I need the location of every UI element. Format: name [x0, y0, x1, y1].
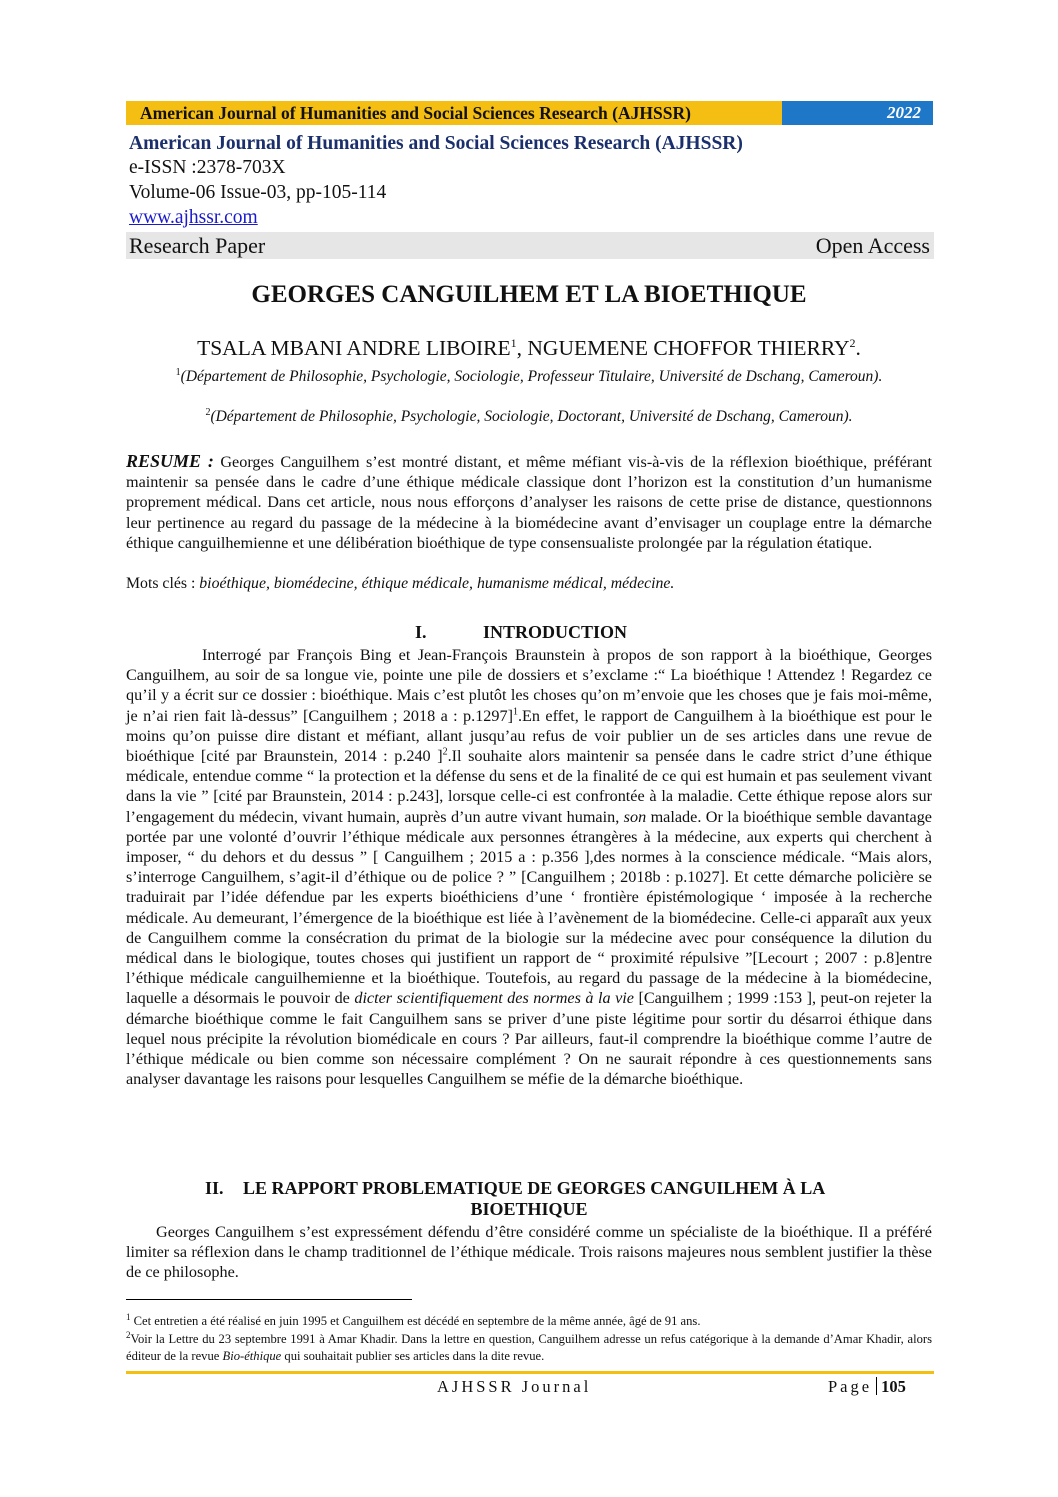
- journal-header-title: American Journal of Humanities and Social Sciences Research (AJHSSR): [126, 101, 782, 125]
- footer-page: [828, 1377, 906, 1397]
- section-2-number: II.: [205, 1178, 224, 1198]
- author-2-affil-ref: 2: [849, 336, 856, 350]
- abstract: [126, 451, 932, 553]
- affiliation-2-text: (Département de Philosophie, Psychologie, Sociologie, Doctorant, Université de Dschang, Cameroun).: [210, 408, 853, 426]
- section-2-body: [126, 1222, 932, 1283]
- volume-info: Volume-06 Issue-03, pp-105-114: [129, 182, 387, 203]
- paper-type: Research Paper: [129, 233, 266, 258]
- section-2-text: Georges Canguilhem s’est expressément défendu d’être considéré comme un spécialiste de la bioéthique. Il a préféré limiter sa réflexion dans le champ traditionnel de l’éthique médicale. Trois raisons majeures nous semblent justifier la thèse de ce philosophe.: [126, 1223, 932, 1282]
- keywords: [126, 575, 674, 593]
- section-1-number: I.: [415, 622, 427, 642]
- section-1-title: INTRODUCTION: [483, 622, 628, 642]
- author-1-affil-ref: 1: [510, 336, 517, 350]
- footnote-2-text-a: Voir la Lettre du 23 septembre 1991 à Amar Khadir. Dans la lettre en question, Canguilhem adresse un refus catégorique à la demande d’Amar Khadir, alors éditeur de la revue: [126, 1332, 932, 1364]
- intro-text-3: .Il souhaite alors maintenir sa pensée dans le cadre strict d’une éthique médicale, entendue comme “ la protection et la défense du sens et de la finalité de ce qui est humain et pas seulement vivant dans la vie ” [cité par Braunstein, 2014 : p.243], lorsque celle-ci est confrontée à la maladie. Cette éthique repose alors sur l’engagement du médecin, vivant humain, auprès d’un autre vivant humain,: [126, 747, 932, 826]
- affiliation-2: [126, 403, 932, 427]
- footnote-ref-2[interactable]: 2: [442, 746, 448, 758]
- footnote-2: [126, 1327, 932, 1365]
- author-line: [0, 336, 1058, 361]
- intro-emphasis-son: son: [623, 807, 647, 826]
- journal-name: American Journal of Humanities and Social Sciences Research (AJHSSR): [129, 133, 743, 154]
- footnote-2-text-b: qui souhaitait publier ses articles dans la dite revue.: [281, 1349, 545, 1364]
- section-2-title-line-1: LE RAPPORT PROBLEMATIQUE DE GEORGES CANGUILHEM À LA: [243, 1178, 826, 1198]
- access-type: Open Access: [815, 233, 930, 258]
- footer-divider: [126, 1371, 934, 1374]
- abstract-label: RESUME :: [126, 451, 214, 471]
- footnote-divider: [126, 1299, 412, 1300]
- intro-text-4: malade. Or la bioéthique semble davantage portée par une volonté d’ouvrir l’éthique médicale aux personnes étrangères à la médecine, aux experts qui cherchent à imposer, “ du dehors et du dessus ” [ Canguilhem ; 2015 a : p.356 ],des normes à la conscience médicale. “Mais alors, s’interroge Canguilhem, s’agit-il d’éthique ou de police ? ” [Canguilhem ; 2018b : p.1027]. Et cette démarche policière se traduirait par l’idée défendue par les experts bioéthiciens d’une ‘ frontière épistémologique ‘ imposée à la recherche médicale. Au demeurant, l’émergence de la bioéthique est liée à l’avènement de la biomédecine. Celle-ci apparaît aux yeux de Canguilhem comme la consécration du primat de la biologie sur la médecine avec pour conséquence la dilution du médical dans le biologique, toutes choses qui justifient un rapport de “ proximité répulsive ”[Lecourt ; 2007 : p.8]entre l’éthique médicale canguilhemienne et la bioéthique. Toutefois, au regard du passage de la médecine à la biomédecine, laquelle a désormais le pouvoir de: [126, 807, 932, 1008]
- intro-text-2: .En effet, le rapport de Canguilhem à la bioéthique est pour le moins qu’on puisse dire distant et méfiant, allant jusqu’au refus de voir publier un de ses articles dans une revue de bioéthique [cité par Braunstein, 2014 : p.240 ]: [126, 706, 933, 766]
- footnote-2-journal: Bio-éthique: [222, 1349, 282, 1364]
- article-title: GEORGES CANGUILHEM ET LA BIOETHIQUE: [251, 281, 807, 308]
- intro-text-1: Interrogé par François Bing et Jean-François Braunstein à propos de son rapport à la bioéthique, Georges Canguilhem, au soir de sa longue vie, pointe une pile de dossiers et s’exclame :“ La bioéthique ! Attendez ! Regardez ce qu’il y a écrit sur ce dossier : bioéthique. Mais c’est plutôt les choses qu’on m’envoie que les choses que je fais moi-même, je n’ai rien fait là-dessus” [Canguilhem ; 2018 a : p.1297]: [126, 646, 932, 725]
- abstract-text: Georges Canguilhem s’est montré distant, et même méfiant vis-à-vis de la réflexion bioéthique, préférant maintenir sa pensée dans le cadre d’une éthique médicale classique dont l’horizon est la constitution d’un humanisme proprement médical. Dans cet article, nous nous efforçons d’analyser les raisons de cette prise de distance, questionnons leur pertinence au regard du passage de la médecine à la biomédecine avant d’envisager un couplage entre la démarche éthique canguilhemienne et une délibération bioéthique de type consensualiste prolongée par la régulation étatique.: [126, 453, 933, 552]
- issn: e-ISSN :2378-703X: [129, 157, 286, 178]
- author-1: TSALA MBANI ANDRE LIBOIRE: [197, 336, 511, 361]
- keywords-label: Mots clés :: [126, 575, 200, 592]
- footnote-ref-1[interactable]: 1: [512, 706, 518, 718]
- author-2: NGUEMENE CHOFFOR THIERRY: [527, 336, 850, 361]
- author-line-end: .: [855, 336, 861, 361]
- affiliation-1-text: (Département de Philosophie, Psychologie, Sociologie, Professeur Titulaire, Université de Dschang, Cameroun).: [180, 368, 883, 386]
- footnote-1-num: 1: [126, 1312, 131, 1322]
- footnote-1-text: Cet entretien a été réalisé en juin 1995 et Canguilhem est décédé en septembre de la même année, âgé de 91 ans.: [130, 1314, 701, 1329]
- keywords-list: bioéthique, biomédecine, éthique médicale, humanisme médical, médecine.: [199, 575, 675, 592]
- affiliation-2-num: 2: [205, 407, 211, 418]
- page-number: 105: [881, 1377, 906, 1396]
- journal-header-year: 2022: [782, 101, 933, 125]
- footer-journal: AJHSSR Journal: [437, 1377, 592, 1396]
- footnote-2-num: 2: [126, 1330, 131, 1340]
- footer-separator: [876, 1377, 877, 1395]
- intro-emphasis-dicter: dicter scientifiquement des normes à la vie: [354, 989, 634, 1008]
- journal-header-band: [126, 101, 933, 125]
- affiliation-1: [126, 363, 932, 387]
- affiliation-1-num: 1: [175, 367, 181, 378]
- website-link[interactable]: www.ajhssr.com: [129, 207, 258, 228]
- section-1-body: [126, 645, 932, 1089]
- author-separator: ,: [516, 336, 528, 361]
- section-2-title-line-2: BIOETHIQUE: [470, 1199, 588, 1219]
- footer-page-label: Page: [828, 1377, 873, 1396]
- paper-type-bar: [126, 232, 934, 259]
- intro-text-5: [Canguilhem ; 1999 :153 ], peut-on rejeter la démarche bioéthique comme le fait Canguilhem sans se priver d’une piste légitime pour sortir du désarroi éthique dans lequel nous précipite la révolution biomédicale en cours ? Par ailleurs, faut-il comprendre la bioéthique comme l’autre de l’éthique médicale ou bien comme son nécessaire complément ? On ne saurait répondre à ces questionnements sans analyser davantage les raisons pour lesquelles Canguilhem se méfie de la démarche bioéthique.: [126, 989, 932, 1089]
